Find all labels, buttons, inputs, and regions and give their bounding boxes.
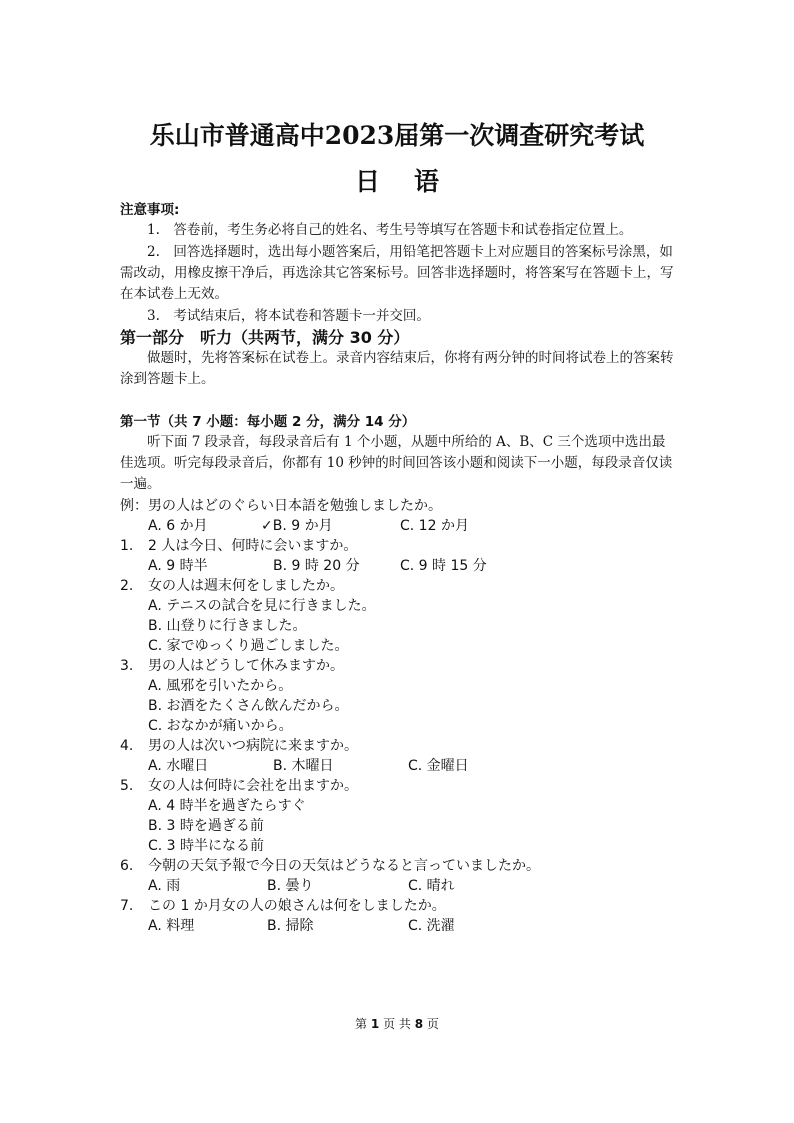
exam-title: 乐山市普通高中2023届第一次调查研究考试: [149, 121, 645, 150]
q7-option-c: C. 洗濯: [408, 918, 455, 934]
example-option-c: C. 12 か月: [400, 518, 469, 534]
question-number: 7.: [120, 898, 134, 914]
question-number: 6.: [120, 858, 134, 874]
question-number: 1.: [120, 538, 134, 554]
q5-option-a: A. 4 時半を過ぎたらすぐ: [148, 798, 306, 814]
q2-option-c: C. 家でゆっくり過ごしました。: [148, 638, 349, 654]
question-4: [120, 736, 358, 756]
question-5: [120, 776, 358, 796]
q4-option-b: B. 木曜日: [273, 758, 334, 774]
q1-option-b: B. 9 時 20 分: [273, 558, 360, 574]
q3-option-b: B. お酒をたくさん飲んだから。: [148, 698, 349, 714]
exam-subject: 日语: [354, 167, 473, 196]
q6-option-c: C. 晴れ: [408, 878, 455, 894]
q2-option-b: B. 山登りに行きました。: [148, 618, 307, 634]
question-text: 2 人は今日、何時に会いますか。: [148, 538, 358, 554]
notes-item-1: 1. 答卷前，考生务必将自己的姓名、考生号等填写在答题卡和试卷指定位置上。: [147, 222, 633, 238]
footer-suffix: 页: [426, 1017, 439, 1031]
notes-item-3: 3. 考试结束后，将本试卷和答题卡一并交回。: [147, 308, 430, 324]
question-text: 男の人はどうして休みますか。: [148, 658, 344, 674]
question-number: 3.: [120, 658, 134, 674]
question-text: 女の人は週末何をしましたか。: [148, 578, 344, 594]
footer-middle: 页 共: [383, 1017, 411, 1031]
q1-option-a: A. 9 時半: [148, 558, 208, 574]
question-text: 女の人は何時に会社を出ますか。: [148, 778, 358, 794]
question-number: 5.: [120, 778, 134, 794]
q4-option-a: A. 水曜日: [148, 758, 209, 774]
notes-heading: 注意事项:: [120, 202, 180, 218]
example-option-a: A. 6 か月: [148, 518, 208, 534]
part1-instruction: 做题时，先将答案标在试卷上。录音内容结束后，你将有两分钟的时间将试卷上的答案转涂到答题卡上。: [120, 350, 674, 387]
q6-option-a: A. 雨: [148, 878, 181, 894]
q5-option-c: C. 3 時半になる前: [148, 838, 265, 854]
footer-total-pages: 8: [414, 1017, 424, 1031]
question-number: 4.: [120, 738, 134, 754]
section1-instruction: 听下面 7 段录音，每段录音后有 1 个小题，从题中所给的 A、B、C 三个选项中选出最佳选项。听完每段录音后，你都有 10 秒钟的时间回答该小题和阅读下一小题，每段录音仅读一遍。: [120, 434, 673, 492]
q7-option-b: B. 掃除: [267, 918, 314, 934]
question-6: [120, 856, 540, 876]
question-1: [120, 536, 357, 556]
question-2: [120, 576, 344, 596]
part1-heading: 第一部分 听力（共两节，满分 30 分）: [120, 328, 410, 347]
q7-option-a: A. 料理: [148, 918, 195, 934]
q3-option-c: C. おなかが痛いから。: [148, 718, 293, 734]
example-label: 例：: [120, 498, 148, 514]
section1-heading: 第一节（共 7 小题：每小题 2 分，满分 14 分）: [120, 414, 416, 430]
question-text: 今朝の天気予報で今日の天気はどうなると言っていましたか。: [148, 858, 540, 874]
q6-option-b: B. 曇り: [267, 878, 314, 894]
q4-option-c: C. 金曜日: [408, 758, 469, 774]
example-question: [120, 496, 442, 516]
question-7: [120, 896, 446, 916]
example-question-text: 男の人はどのぐらい日本語を勉強しましたか。: [148, 498, 442, 514]
question-number: 2.: [120, 578, 134, 594]
q5-option-b: B. 3 時を過ぎる前: [148, 818, 264, 834]
q1-option-c: C. 9 時 15 分: [400, 558, 487, 574]
question-3: [120, 656, 344, 676]
q2-option-a: A. テニスの試合を見に行きました。: [148, 598, 376, 614]
q3-option-a: A. 風邪を引いたから。: [148, 678, 293, 694]
page-footer: [0, 1015, 794, 1032]
example-option-b: ✓B. 9 か月: [261, 518, 333, 534]
footer-page-number: 1: [370, 1017, 380, 1031]
question-text: この 1 か月女の人の娘さんは何をしましたか。: [148, 898, 446, 914]
footer-prefix: 第: [355, 1017, 368, 1031]
question-text: 男の人は次いつ病院に来ますか。: [148, 738, 358, 754]
notes-item-2: 2. 回答选择题时，选出每小题答案后，用铅笔把答题卡上对应题目的答案标号涂黑，如需改动，用橡皮擦干净后，再选涂其它答案标号。回答非选择题时，将答案写在答题卡上，写在本试卷上无效。: [120, 244, 674, 302]
